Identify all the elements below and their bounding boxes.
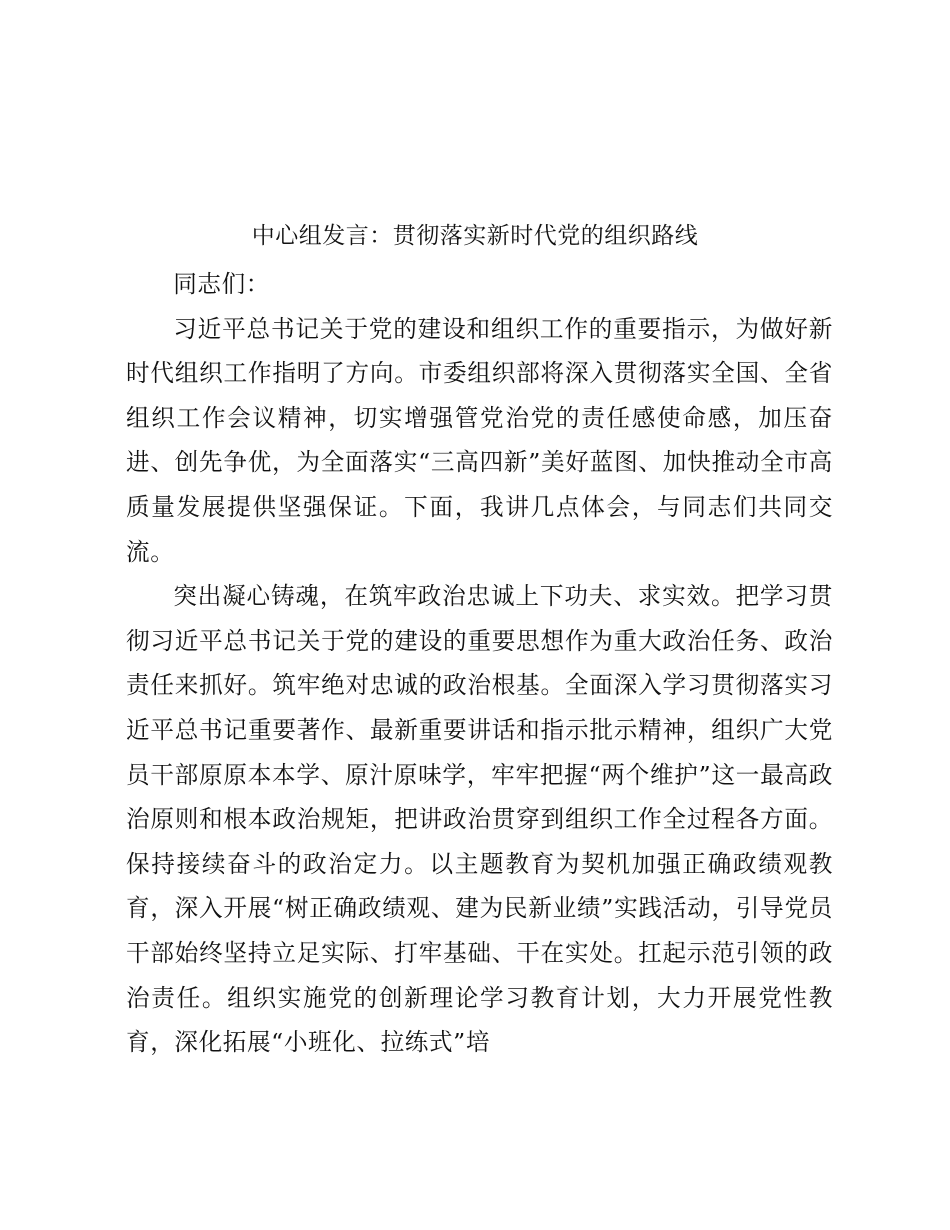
paragraph-political-loyalty: 突出凝心铸魂，在筑牢政治忠诚上下功夫、求实效。把学习贯彻习近平总书记关于党的建设的重要思想作为重大政治任务、政治责任来抓好。筑牢绝对忠诚的政治根基。全面深入学习贯彻落实习近平总书记重要著作、最新重要讲话和指示批示精神，组织广大党员干部原原本本学、原汁原味学，牢牢把握“两个维护”这一最高政治原则和根本政治规矩，把讲政治贯穿到组织工作全过程各方面。保持接续奋斗的政治定力。以主题教育为契机加强正确政绩观教育，深入开展“树正确政绩观、建为民新业绩”实践活动，引导党员干部始终坚持立足实际、打牢基础、干在实处。扛起示范引领的政治责任。组织实施党的创新理论学习教育计划，大力开展党性教育，深化拓展“小班化、拉练式”培: [126, 582, 833, 1057]
document-title: 中心组发言：贯彻落实新时代党的组织路线: [251, 223, 699, 249]
paragraph-intro: 习近平总书记关于党的建设和组织工作的重要指示，为做好新时代组织工作指明了方向。市委组织部将深入贯彻落实全国、全省组织工作会议精神，切实增强管党治党的责任感使命感，加压奋进、创先争优，为全面落实“三高四新”美好蓝图、加快推动全市高质量发展提供坚强保证。下面，我讲几点体会，与同志们共同交流。: [126, 314, 833, 566]
document-body: [126, 262, 833, 1065]
salutation: 同志们：: [173, 270, 270, 298]
